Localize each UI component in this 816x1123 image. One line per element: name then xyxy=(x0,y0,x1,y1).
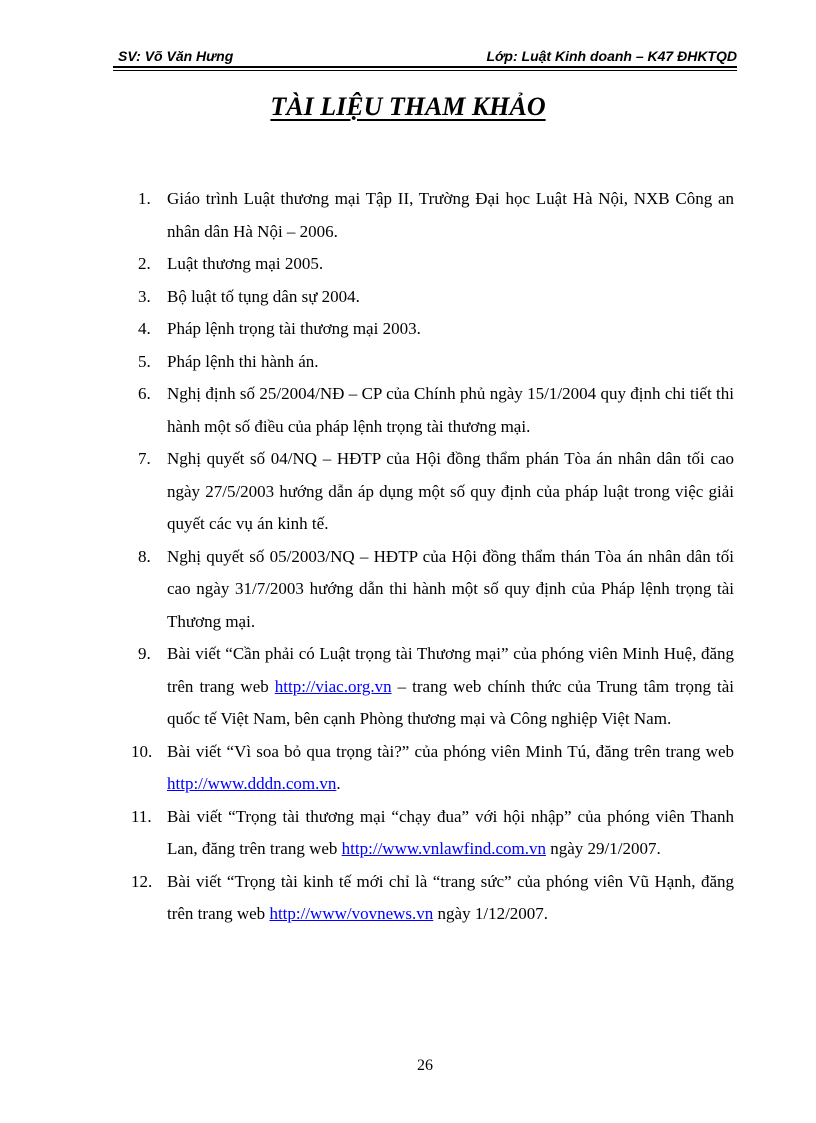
reference-item: 4. Pháp lệnh trọng tài thương mại 2003. xyxy=(138,319,421,338)
header-rule-thick xyxy=(113,66,737,68)
reference-link[interactable]: http://viac.org.vn xyxy=(274,676,392,696)
reference-item: 12. Bài viết “Trọng tài kinh tế mới chỉ là “trang sức” của phóng viên Vũ Hạnh, đăng trên trang web http://www/vovnews.vn ngày 1/12/2007. xyxy=(131,871,734,923)
reference-item: 10. Bài viết “Vì soa bỏ qua trọng tài?” của phóng viên Minh Tú, đăng trên trang web http://www.dddn.com.vn. xyxy=(131,741,734,793)
header-class: Lớp: Luật Kinh doanh – K47 ĐHKTQD xyxy=(486,48,737,64)
reference-item: 6. Nghị định số 25/2004/NĐ – CP của Chính phủ ngày 15/1/2004 quy định chi tiết thi hành một số điều của pháp lệnh trọng tài thương mại. xyxy=(138,384,734,436)
reference-link[interactable]: http://www.dddn.com.vn xyxy=(167,774,337,793)
reference-link[interactable]: http://www.vnlawfind.com.vn xyxy=(341,839,546,858)
reference-item: 7. Nghị quyết số 04/NQ – HĐTP của Hội đồng thẩm phán Tòa án nhân dân tối cao ngày 27/5/2003 hướng dẫn áp dụng một số quy định của pháp luật trong việc giải quyết các vụ án kinh tế. xyxy=(138,449,734,533)
reference-item: 8. Nghị quyết số 05/2003/NQ – HĐTP của Hội đồng thẩm thán Tòa án nhân dân tối cao ngày 31/7/2003 hướng dẫn thi hành một số quy định của Pháp lệnh trọng tài Thương mại. xyxy=(138,546,734,631)
reference-item: 1. Giáo trình Luật thương mại Tập II, Trường Đại học Luật Hà Nội, NXB Công an nhân dân Hà Nội – 2006. xyxy=(138,189,734,241)
page-number: 26 xyxy=(417,1057,433,1074)
reference-item: 3. Bộ luật tố tụng dân sự 2004. xyxy=(138,286,360,306)
page-header xyxy=(113,48,737,68)
reference-item: 2. Luật thương mại 2005. xyxy=(138,254,324,273)
reference-item: 5. Pháp lệnh thi hành án. xyxy=(138,351,319,371)
header-rule-thin xyxy=(113,70,737,71)
reference-item: 11. Bài viết “Trọng tài thương mại “chạy đua” với hội nhập” của phóng viên Thanh Lan, đăng trên trang web http://www.vnlawfind.com.vn ngày 29/1/2007. xyxy=(131,806,734,858)
page-title: TÀI LIỆU THAM KHẢO xyxy=(270,92,546,121)
reference-link[interactable]: http://www/vovnews.vn xyxy=(269,904,434,923)
reference-list xyxy=(131,183,734,931)
header-student: SV: Võ Văn Hưng xyxy=(118,48,234,64)
reference-item: 9. Bài viết “Cần phải có Luật trọng tài Thương mại” của phóng viên Minh Huệ, đăng trên trang web http://viac.org.vn – trang web chính thức của Trung tâm trọng tài quốc tế Việt Nam, bên cạnh Phòng thương mại và Công nghiệp Việt Nam. xyxy=(138,644,734,728)
